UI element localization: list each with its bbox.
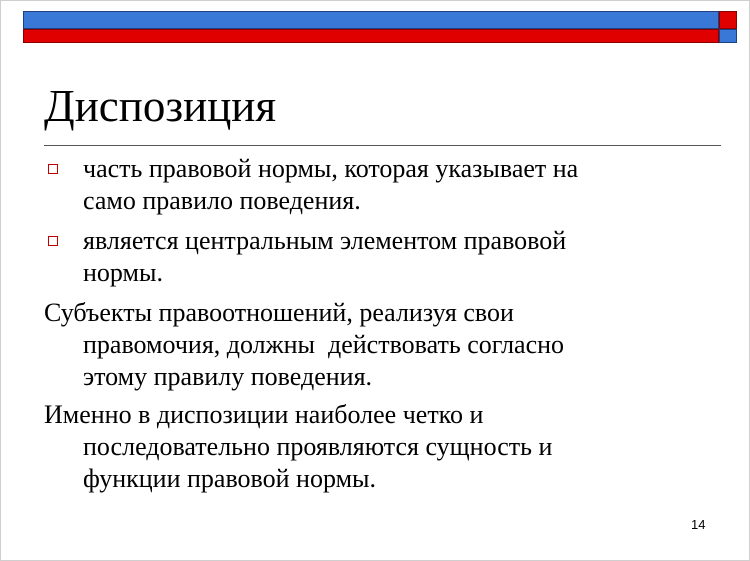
slide-content — [44, 153, 714, 501]
title-underline — [44, 145, 721, 146]
bullet-text-line: нормы. — [83, 258, 163, 287]
paragraph-text-line: Субъекты правоотношений, реализуя свои — [44, 298, 514, 327]
header-square-red — [719, 11, 737, 29]
square-bullet-icon — [48, 236, 58, 246]
paragraph-text-line: последовательно проявляются сущность и — [83, 432, 553, 461]
page-number: 14 — [691, 517, 706, 532]
header-bar-blue — [23, 11, 719, 29]
square-bullet-icon — [48, 164, 58, 174]
header-bar-red — [23, 29, 719, 43]
bullet-text-line: само правило поведения. — [83, 186, 361, 215]
bullet-item — [44, 225, 714, 289]
paragraph — [44, 399, 714, 495]
bullet-item — [44, 153, 714, 217]
slide-title: Диспозиция — [44, 81, 277, 131]
header-square-blue — [719, 29, 737, 43]
paragraph-text-line: правомочия, должны действовать согласно — [83, 330, 565, 359]
paragraph — [44, 297, 714, 393]
paragraph-text-line: этому правилу поведения. — [83, 362, 373, 391]
bullet-text-line: является центральным элементом правовой — [83, 226, 567, 255]
bullet-text-line: часть правовой нормы, которая указывает на — [83, 154, 579, 183]
paragraph-text-line: Именно в диспозиции наиболее четко и — [44, 400, 484, 429]
paragraph-text-line: функции правовой нормы. — [83, 464, 376, 493]
